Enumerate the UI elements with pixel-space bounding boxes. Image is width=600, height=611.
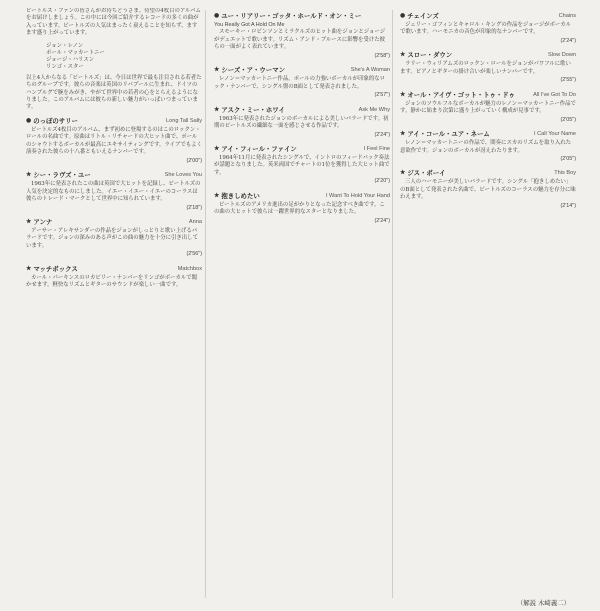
star-icon: ★	[26, 171, 32, 179]
song-entry	[214, 192, 390, 225]
song-duration: (2'20")	[374, 178, 390, 185]
song-heading	[214, 12, 390, 20]
song-description: 三人のハーモニーが美しいバラードです。シングル「抱きしめたい」のB面として発表された名曲で、ビートルズのコーラスの魅力を存分に味わえます。	[400, 179, 576, 201]
song-title-en: I Want To Hold Your Hand	[325, 192, 390, 199]
song-title-jp: スロー・ダウン	[407, 51, 453, 60]
song-entry	[400, 12, 576, 45]
song-entry	[400, 169, 576, 210]
song-entry	[26, 218, 202, 259]
song-title-jp: 抱きしめたい	[221, 191, 260, 200]
text-column-1	[26, 8, 202, 598]
song-title-jp: マッチボックス	[33, 264, 78, 273]
song-title-en: This Boy	[554, 170, 576, 177]
star-icon: ★	[400, 90, 406, 98]
column-divider	[392, 10, 393, 598]
star-icon: ★	[214, 191, 220, 199]
song-entry	[214, 66, 390, 99]
text-column-3	[400, 8, 576, 598]
song-entry	[26, 117, 202, 165]
song-title-jp: アスク・ミー・ホワイ	[221, 105, 285, 114]
song-title-jp: シー・ラヴズ・ユー	[33, 171, 91, 180]
member-name: ジョージ・ハリスン	[46, 57, 95, 64]
song-entry	[400, 51, 576, 84]
song-title-en: You Really Got A Hold On Me	[214, 22, 285, 28]
song-description: スモーキー・ロビンソンとミラクルズのヒット曲をジョンとジョージがデュエットで歌います。リズム・アンド・ブルースに影響を受けた彼らの一面がよく表れています。	[214, 29, 386, 51]
song-duration: (2'05")	[560, 116, 576, 123]
star-icon: ★	[214, 105, 220, 113]
song-description: レノン＝マッカートニーの作品で、間奏にスカのリズムを取り入れた意欲作です。ジョンのボーカルが冴えわたります。	[400, 140, 572, 154]
column-divider	[205, 10, 206, 598]
song-title-en: She Loves You	[164, 172, 202, 179]
song-title-en: She's A Woman	[350, 67, 390, 74]
song-description: 1964年11月に発表されたシングルで、イントロのフィードバック奏法が話題となりました。英米両国でチャートの1位を獲得した大ヒット曲です。	[214, 154, 390, 176]
song-description: ジェリー・ゴフィンとキャロル・キングの作品をジョージがボーカルで歌います。ハーモニカの音色が印象的なナンバーです。	[400, 22, 572, 36]
song-title-jp: ユー・リアリー・ゴッタ・ホールド・オン・ミー	[221, 12, 362, 20]
song-entry	[26, 265, 202, 290]
member-name: リンゴ・スター	[46, 64, 84, 71]
song-entry	[400, 130, 576, 163]
song-duration: (2'18")	[186, 204, 202, 211]
star-icon: ★	[214, 66, 220, 74]
song-heading	[400, 130, 576, 138]
song-heading	[214, 145, 390, 153]
song-description: ジョンのソウルフルなボーカルが魅力のレノン＝マッカートニー作品です。静かに始まり次第に盛り上がっていく構成が見事です。	[400, 100, 576, 115]
member-list	[46, 43, 202, 72]
song-description: ラリー・ウィリアムズのロックン・ロールをジョンがパワフルに歌います。ピアノとギターの掛け合いが楽しいナンバーです。	[400, 61, 571, 75]
song-entry	[214, 145, 390, 186]
song-heading	[214, 66, 390, 74]
song-title-en: Chains	[558, 13, 576, 19]
intro-paragraph: ビートルズ・ファンの皆さんがお待ちどうさま。待望の4枚目のアルバムをお届けしましょう。この中には今回ご紹介するレコードの多くの曲が入っています。ビートルズの人気はまったく衰えることを知らず、ますます盛り上がっています。	[26, 8, 201, 37]
song-title-jp: アイ・フィール・ファイン	[221, 144, 297, 153]
song-heading	[26, 117, 202, 125]
song-title-jp: チェインズ	[407, 12, 439, 20]
song-heading	[214, 192, 390, 200]
song-heading	[400, 51, 576, 59]
song-duration: (2'00")	[186, 157, 202, 164]
song-title-en: Matchbox	[177, 265, 202, 272]
song-description: アーサー・アレキサンダーの作品をジョンがしっとりと歌い上げるバラードです。ジョンの深みのある声がこの曲の魅力を十分に引き出しています。	[26, 227, 198, 249]
star-icon: ★	[26, 264, 32, 272]
song-duration: (2'56")	[186, 251, 202, 258]
song-description: カール・パーキンスのロカビリー・ナンバーをリンゴがボーカルで聞かせます。軽快なリズムとギターのサウンドが楽しい一曲です。	[26, 274, 198, 289]
song-description: ビートルズ4枚目のアルバム、まず初めに登場するのはこのロックン・ロールの名曲です。原曲はリトル・リチャードの大ヒット曲で、ポールのシャウトするボーカルが最高にエキサイティングです。ライブでもよく演奏された彼らの十八番ともいえるナンバーです。	[26, 126, 202, 156]
star-icon: ★	[400, 130, 406, 138]
song-heading	[400, 169, 576, 177]
song-duration: (2'24")	[374, 217, 390, 224]
song-duration: (2'14")	[560, 202, 576, 209]
song-title-jp: シーズ・ア・ウーマン	[221, 66, 285, 75]
song-entry	[400, 91, 576, 124]
star-icon: ★	[26, 217, 32, 225]
song-heading	[26, 265, 202, 273]
song-heading	[400, 12, 576, 20]
song-description: 1963年に発表されたこの曲は英国で大ヒットを記録し、ビートルズの人気を決定的なものにしました。イエー・イエー・イエーのコーラスは彼らのトレード・マークとして世界中に知られています。	[26, 181, 201, 203]
star-icon: ★	[400, 169, 406, 177]
song-entry	[214, 12, 390, 60]
song-heading	[26, 171, 202, 179]
song-title-en: Ask Me Why	[358, 106, 390, 113]
song-duration: (2'55")	[560, 77, 576, 84]
song-title-en: I Call Your Name	[534, 131, 576, 138]
star-icon: ●	[26, 116, 32, 124]
song-title-en: All I've Got To Do	[533, 91, 576, 98]
star-icon: ●	[214, 12, 220, 19]
song-entry	[214, 106, 390, 139]
song-heading	[400, 91, 576, 99]
author-credit: （解説 木崎義二）	[516, 599, 570, 607]
song-heading	[214, 106, 390, 114]
song-title-jp: のっぽのサリー	[33, 116, 78, 125]
song-description: レノン＝マッカートニー作品。ポールの力強いボーカルが印象的なロック・ナンバーで、シングル盤のB面として発表されました。	[214, 76, 386, 90]
member-name: ポール・マッカートニー	[46, 50, 105, 57]
song-title-jp: アンナ	[33, 217, 53, 226]
song-title-en: Long Tall Sally	[166, 117, 202, 124]
song-title-en: I Feel Fine	[363, 145, 390, 152]
song-heading	[26, 218, 202, 226]
song-duration: (2'24")	[374, 131, 390, 138]
song-duration: (2'24")	[560, 37, 576, 44]
song-duration: (2'58")	[374, 52, 390, 59]
member-name: ジョン・レノン	[46, 42, 84, 49]
song-description: 1963年に発表されたジョンのボーカルによる美しいバラードです。初期のビートルズの繊細な一面を感じさせる作品です。	[214, 115, 389, 130]
star-icon: ★	[214, 144, 220, 152]
song-entry	[26, 171, 202, 212]
song-title-en: Anna	[188, 218, 202, 225]
song-title-en: Slow Down	[548, 52, 576, 59]
intro-paragraph: 以上4人からなる「ビートルズ」は、今日は世界で最も注目される若者たちのグループです。彼らの音楽は英国のリバプールに生まれ、ドイツのハンブルグで腕をみがき、やがて世界中の若者の心をとらえるようになりました。このアルバムには彼らの新しい魅力がいっぱいつまっています。	[26, 74, 202, 111]
star-icon: ★	[400, 51, 406, 59]
song-title-jp: オール・アイヴ・ゴット・トゥ・ドゥ	[407, 90, 515, 99]
song-title-jp: アイ・コール・ユア・ネーム	[407, 130, 490, 139]
text-column-2	[214, 8, 390, 598]
song-title-jp: ジス・ボーイ	[407, 169, 446, 178]
song-description: ビートルズのアメリカ進出の足がかりとなった記念すべき曲です。この曲の大ヒットで彼らは一躍世界的なスターとなりました。	[214, 201, 385, 216]
song-duration: (2'57")	[374, 92, 390, 99]
song-duration: (2'05")	[560, 155, 576, 162]
star-icon: ●	[400, 12, 406, 19]
